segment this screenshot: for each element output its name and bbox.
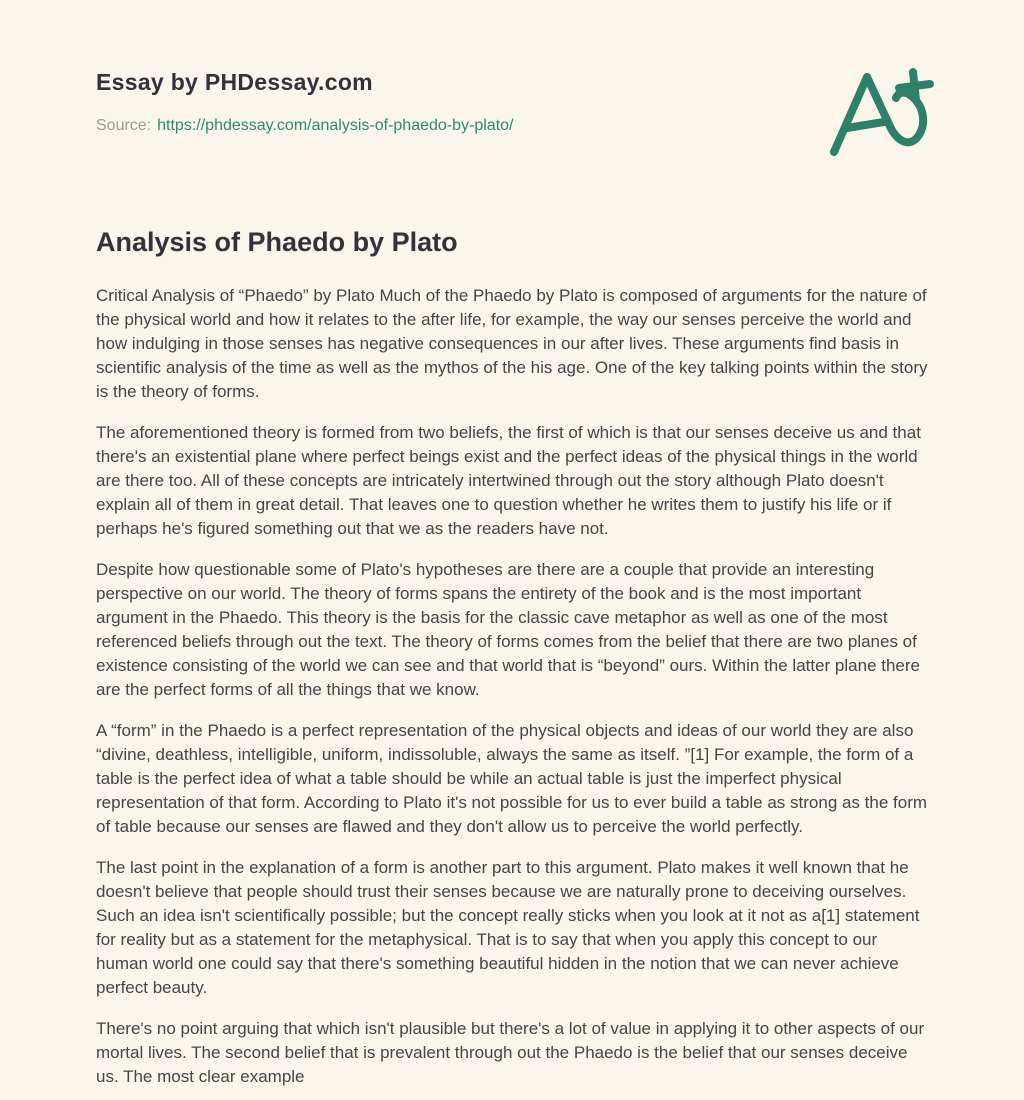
essay-paragraph: Critical Analysis of “Phaedo” by Plato Much of the Phaedo by Plato is composed of arguments for the nature of the physical world and how it relates to the after life, for example, the way our senses perceive the world and how indulging in those senses has negative consequences in our after lives. These arguments find basis in scientific analysis of the time as well as the mythos of the his age. One of the key talking points within the story is the theory of forms.: [96, 286, 928, 401]
essay-page: [96, 0, 928, 1089]
site-title: Essay by PHDessay.com: [96, 69, 373, 95]
phdessay-a-plus-logo-icon: [820, 64, 942, 162]
essay-content: [96, 226, 928, 1089]
page-header: [96, 68, 928, 136]
essay-title: Analysis of Phaedo by Plato: [96, 227, 458, 257]
source-label: Source:: [96, 117, 152, 134]
essay-paragraph: Despite how questionable some of Plato's hypotheses are there are a couple that provide an interesting perspective on our world. The theory of forms spans the entirety of the book and is the most important argument in the Phaedo. This theory is the basis for the classic cave metaphor as well as one of the most referenced beliefs through out the text. The theory of forms comes from the belief that there are two planes of existence consisting of the world we can see and that world that is “beyond” ours. Within the latter plane there are the perfect forms of all the things that we know.: [96, 560, 921, 699]
essay-paragraph: The aforementioned theory is formed from two beliefs, the first of which is that our senses deceive us and that there's an existential plane where perfect beings exist and the perfect ideas of the physical things in the world are there too. All of these concepts are intricately intertwined through out the story although Plato doesn't explain all of them in great detail. That leaves one to question whether he writes them to justify his life or if perhaps he's figured something out that we as the readers have not.: [96, 423, 921, 538]
essay-paragraph: The last point in the explanation of a form is another part to this argument. Plato makes it well known that he doesn't believe that people should trust their senses because we are naturally prone to deceiving ourselves. Such an idea isn't scientifically possible; but the concept really sticks when you look at it not as a[1] statement for reality but as a statement for the metaphysical. That is to say that when you apply this concept to our human world one could say that there's something beautiful hidden in the notion that we can never achieve perfect beauty.: [96, 858, 920, 997]
essay-paragraph: A “form” in the Phaedo is a perfect representation of the physical objects and ideas of our world they are also “divine, deathless, intelligible, uniform, indissoluble, always the same as itself. ”[1] For example, the form of a table is the perfect idea of what a table should be while an actual table is just the imperfect physical representation of that form. According to Plato it's not possible for us to ever build a table as strong as the form of table because our senses are flawed and they don't allow us to perceive the world perfectly.: [96, 721, 928, 836]
essay-paragraph: There's no point arguing that which isn't plausible but there's a lot of value in applying it to other aspects of our mortal lives. The second belief that is prevalent through out the Phaedo is the belief that our senses deceive us. The most clear example: [96, 1019, 925, 1086]
source-link[interactable]: https://phdessay.com/analysis-of-phaedo-by-plato/: [157, 117, 514, 134]
source-line: [96, 116, 928, 136]
